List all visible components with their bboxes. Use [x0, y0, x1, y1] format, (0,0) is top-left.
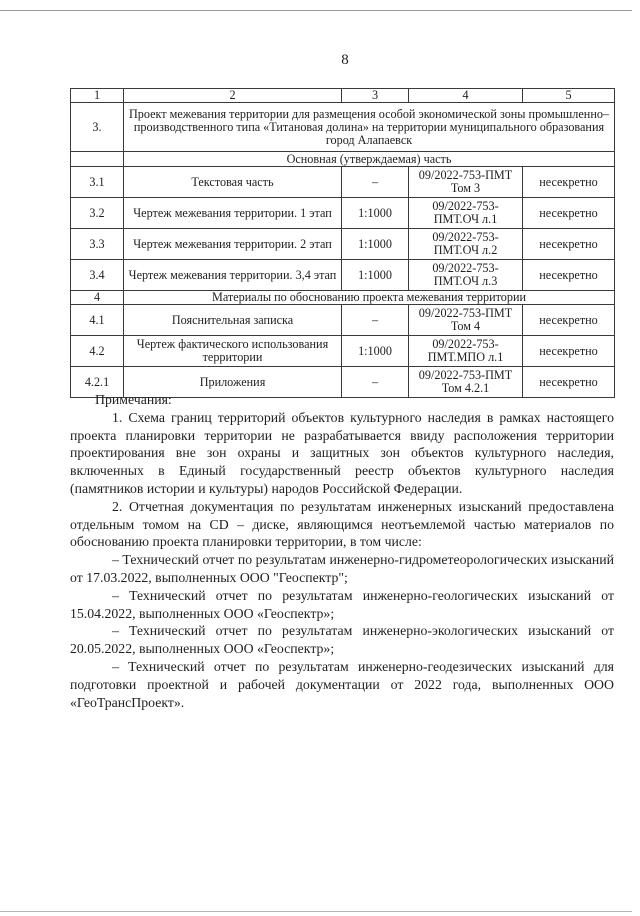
secrecy-status: несекретно [523, 260, 615, 291]
document-register-table [70, 88, 615, 398]
column-number-header: 1 [71, 89, 124, 103]
note-item: 2. Отчетная документация по результатам инженерных изысканий предоставлена отдельным томом на CD – диске, являющимся неотъемлемой частью материалов по обоснованию проекта планировки территории, в том числе: [70, 498, 614, 550]
document-name: Пояснительная записка [124, 305, 342, 336]
document-scale: – [342, 367, 409, 398]
secrecy-status: несекретно [523, 198, 615, 229]
column-number-header: 2 [124, 89, 342, 103]
note-subitem: – Технический отчет по результатам инженерно-геодезических изысканий для подготовки проектной и рабочей документации от 2022 года, выполненных ООО «ГеоТрансПроект». [70, 658, 614, 710]
table-row [71, 336, 615, 367]
document-name: Приложения [124, 367, 342, 398]
document-code: 09/2022-753-ПМТ Том 3 [409, 167, 523, 198]
empty-cell [71, 152, 124, 167]
note-subitem: – Технический отчет по результатам инженерно-гидрометеорологических изысканий от 17.03.2022, выполненных ООО "Геоспектр"; [70, 552, 614, 585]
table-row [71, 229, 615, 260]
project-title-cell: Проект межевания территории для размещения особой экономической зоны промышленно–производственного типа «Титановая долина» на территории муниципального образования город Алапаевск [124, 103, 615, 152]
notes-section [70, 391, 614, 711]
row-number: 3.4 [71, 260, 124, 291]
scan-top-edge [0, 10, 632, 11]
secrecy-status: несекретно [523, 336, 615, 367]
table-row [71, 198, 615, 229]
table-body [71, 89, 615, 398]
document-scale: 1:1000 [342, 198, 409, 229]
row-number: 3.2 [71, 198, 124, 229]
secrecy-status: несекретно [523, 167, 615, 198]
document-name: Текстовая часть [124, 167, 342, 198]
note-subitem: – Технический отчет по результатам инженерно-геологических изысканий от 15.04.2022, выполненных ООО «Геоспектр»; [70, 587, 614, 621]
secrecy-status: несекретно [523, 367, 615, 398]
row-number: 3. [71, 103, 124, 152]
scan-bottom-edge [0, 911, 632, 912]
secrecy-status: несекретно [523, 305, 615, 336]
document-name: Чертеж межевания территории. 1 этап [124, 198, 342, 229]
table-row [71, 260, 615, 291]
table-row [71, 167, 615, 198]
note-subitem: – Технический отчет по результатам инженерно-экологических изысканий от 20.05.2022, выполненных ООО «Геоспектр»; [70, 623, 614, 657]
table-row [71, 291, 615, 305]
document-scale: 1:1000 [342, 336, 409, 367]
column-number-header: 3 [342, 89, 409, 103]
row-number: 4.1 [71, 305, 124, 336]
row-number: 3.1 [71, 167, 124, 198]
table-row [71, 103, 615, 152]
table-header-row [71, 89, 615, 103]
document-name: Чертеж фактического использования территории [124, 336, 342, 367]
page-number: 8 [341, 52, 349, 68]
row-number: 4.2 [71, 336, 124, 367]
notes-title: Примечания: [95, 392, 172, 407]
subsection-title: Основная (утверждаемая) часть [124, 152, 615, 167]
document-code: 09/2022-753-ПМТ Том 4.2.1 [409, 367, 523, 398]
section-title: Материалы по обоснованию проекта межевания территории [124, 291, 615, 305]
document-code: 09/2022-753-ПМТ.ОЧ л.1 [409, 198, 523, 229]
document-code: 09/2022-753-ПМТ Том 4 [409, 305, 523, 336]
document-scale: 1:1000 [342, 260, 409, 291]
column-number-header: 4 [409, 89, 523, 103]
secrecy-status: несекретно [523, 229, 615, 260]
document-scale: 1:1000 [342, 229, 409, 260]
row-number: 4 [71, 291, 124, 305]
document-name: Чертеж межевания территории. 3,4 этап [124, 260, 342, 291]
row-number: 3.3 [71, 229, 124, 260]
table-row [71, 152, 615, 167]
document-name: Чертеж межевания территории. 2 этап [124, 229, 342, 260]
document-scale: – [342, 305, 409, 336]
note-item: 1. Схема границ территорий объектов культурного наследия в рамках настоящего проекта планировки территории не разрабатывается ввиду расположения территории проектирования вне зон охраны и защитных зон объектов культурного наследия, включенных в Единый государственный реестр объектов культурного наследия (памятников истории и культуры) народов Российской Федерации. [70, 409, 614, 496]
document-code: 09/2022-753-ПМТ.ОЧ л.2 [409, 229, 523, 260]
document-scale: – [342, 167, 409, 198]
document-code: 09/2022-753-ПМТ.ОЧ л.3 [409, 260, 523, 291]
document-code: 09/2022-753-ПМТ.МПО л.1 [409, 336, 523, 367]
row-number: 4.2.1 [71, 367, 124, 398]
column-number-header: 5 [523, 89, 615, 103]
table-row [71, 305, 615, 336]
